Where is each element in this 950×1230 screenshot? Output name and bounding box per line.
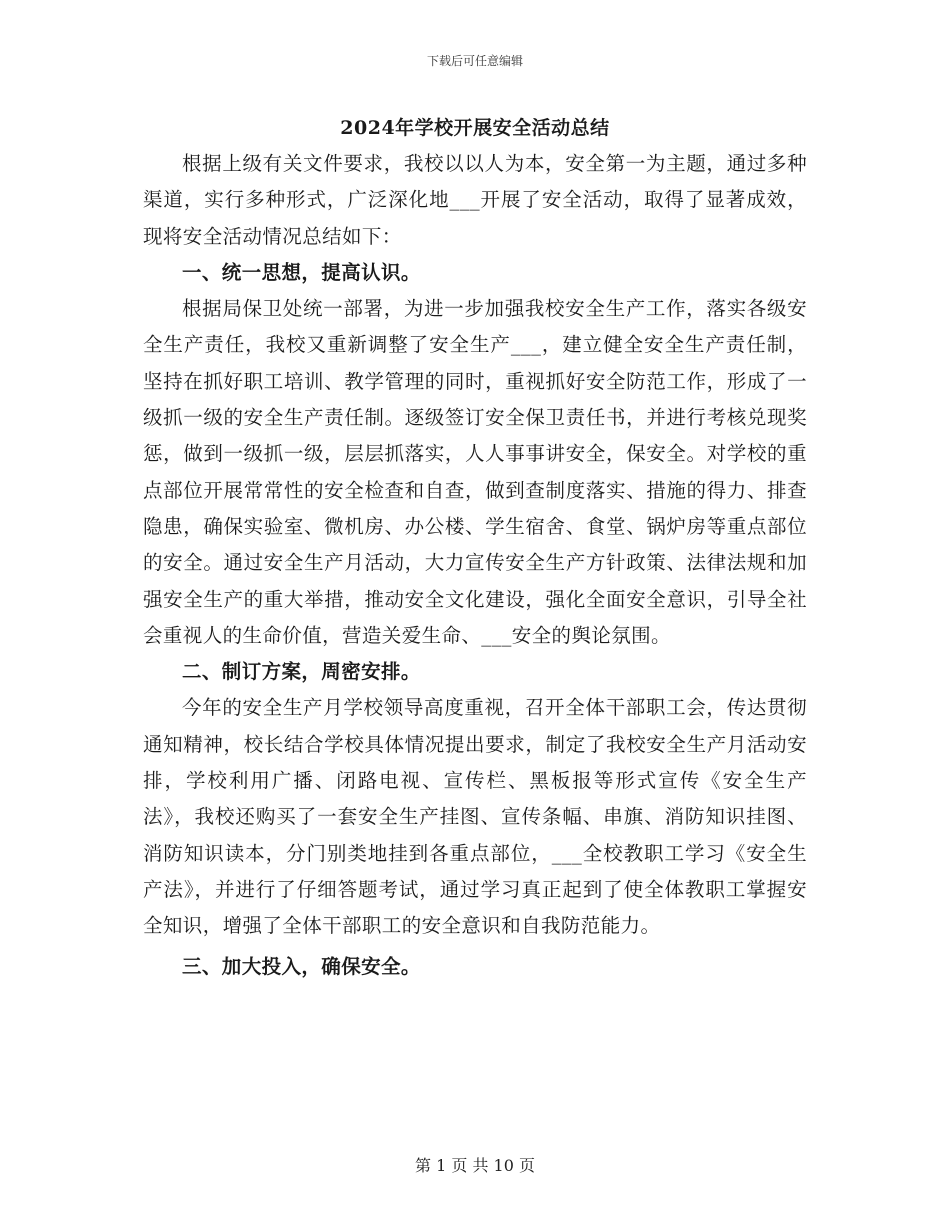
- page-number: 第 1 页 共 10 页: [415, 1156, 535, 1175]
- document-title: 2024年学校开展安全活动总结: [340, 117, 610, 139]
- intro-paragraph: 根据上级有关文件要求，我校以以人为本，安全第一为主题，通过多种渠道，实行多种形式，广泛深化地___开展了安全活动，取得了显著成效，现将安全活动情况总结如下：: [143, 152, 807, 248]
- section-2-body: 今年的安全生产月学校领导高度重视，召开全体干部职工会，传达贯彻通知精神，校长结合学校具体情况提出要求，制定了我校安全生产月活动安排，学校利用广播、闭路电视、宣传栏、黑板报等形式宣传《安全生产法》，我校还购买了一套安全生产挂图、宣传条幅、串旗、消防知识挂图、消防知识读本，分门别类地挂到各重点部位，___全校教职工学习《安全生产法》，并进行了仔细答题考试，通过学习真正起到了使全体教职工掌握安全知识，增强了全体干部职工的安全意识和自我防范能力。: [143, 696, 807, 938]
- section-1-heading: 一、统一思想，提高认识。: [182, 260, 421, 284]
- page-header-note: 下载后可任意编辑: [426, 54, 523, 68]
- section-3-heading: 三、加大投入，确保安全。: [182, 954, 421, 978]
- document-body: [143, 146, 807, 985]
- section-1-body: 根据局保卫处统一部署，为进一步加强我校安全生产工作，落实各级安全生产责任，我校又重新调整了安全生产___，建立健全安全生产责任制，坚持在抓好职工培训、教学管理的同时，重视抓好安全防范工作，形成了一级抓一级的安全生产责任制。逐级签订安全保卫责任书，并进行考核兑现奖惩，做到一级抓一级，层层抓落实，人人事事讲安全，保安全。对学校的重点部位开展常常性的安全检查和自查，做到查制度落实、措施的得力、排查隐患，确保实验室、微机房、办公楼、学生宿舍、食堂、锅炉房等重点部位的安全。通过安全生产月活动，大力宣传安全生产方针政策、法律法规和加强安全生产的重大举措，推动安全文化建设，强化全面安全意识，引导全社会重视人的生命价值，营造关爱生命、___安全的舆论氛围。: [143, 297, 807, 647]
- section-2-heading: 二、制订方案，周密安排。: [182, 660, 421, 684]
